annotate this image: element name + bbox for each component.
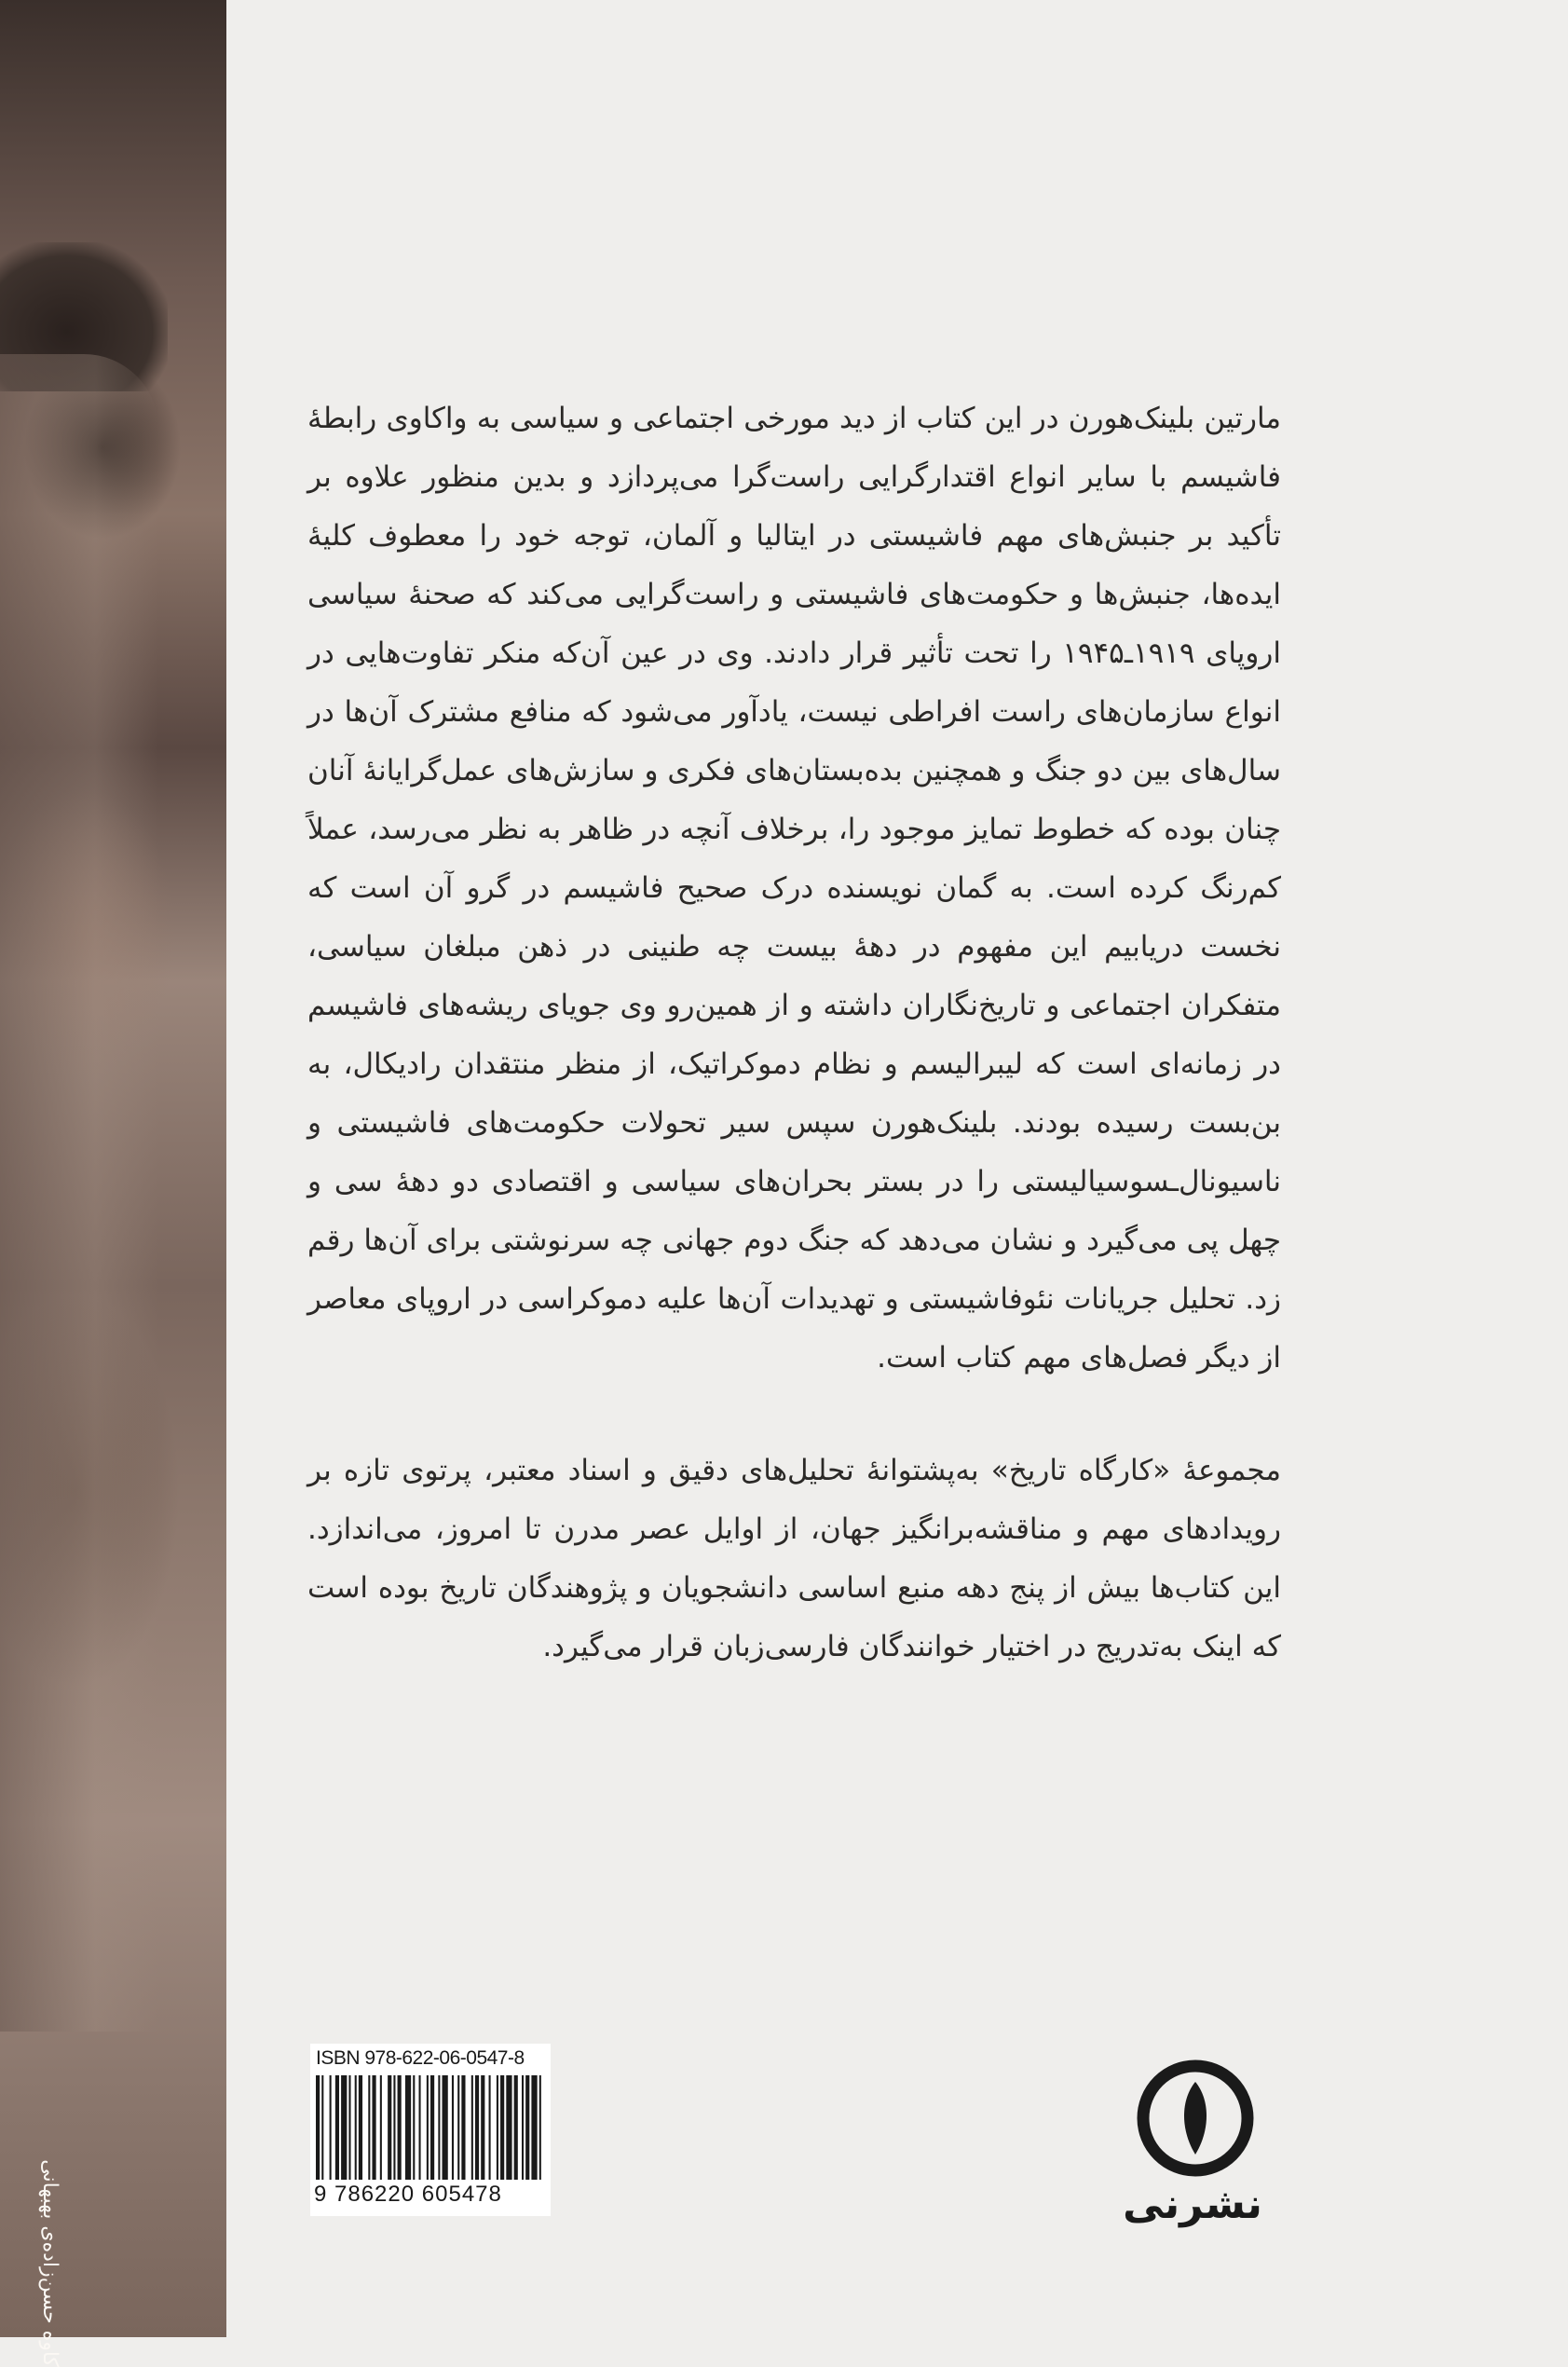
publisher-name: نشرنی [1123,2181,1262,2228]
barcode-bar [330,2075,332,2180]
barcode-bar [380,2075,382,2180]
photo-credit: کاوه حسن‌زاده‌ی بهبهانی [38,2159,61,2367]
barcode-bar [471,2075,473,2180]
publisher-logo-icon [1135,2058,1256,2179]
barcode-bar [457,2075,459,2180]
barcode-bar [393,2075,395,2180]
isbn-label: ISBN 978-622-06-0547-8 [316,2047,525,2069]
back-cover-text [307,390,1281,1676]
barcode-bar [452,2075,454,2180]
barcode-bar [481,2075,484,2180]
barcode-bar [443,2075,448,2180]
barcode-bar [413,2075,415,2180]
barcode-digits: 9 786220 605478 [314,2182,502,2207]
barcode-bar [335,2075,339,2180]
barcode-bar [500,2075,504,2180]
barcode-bar [405,2075,411,2180]
barcode-bar [398,2075,402,2180]
barcode-bar [522,2075,524,2180]
barcode-bar [539,2075,541,2180]
barcode-bar [461,2075,465,2180]
barcode-bar [418,2075,420,2180]
barcode-bar [525,2075,529,2180]
barcode-bar [321,2075,323,2180]
barcode-bar [341,2075,347,2180]
barcode-bar [355,2075,357,2180]
photo-officer-figure [0,354,158,2032]
barcode-bar [359,2075,362,2180]
barcode-bar [427,2075,429,2180]
barcode-bar [514,2075,518,2180]
cover-photo-strip [0,0,226,2367]
barcode-bar [316,2075,320,2180]
barcode-bar [348,2075,350,2180]
barcode-bars [316,2075,545,2180]
barcode-bar [497,2075,498,2180]
barcode-bar [368,2075,370,2180]
barcode-bar [489,2075,491,2180]
barcode-bar [475,2075,479,2180]
synopsis-paragraph: مارتین بلینک‌هورن در این کتاب از دید مورخی اجتماعی و سیاسی به واکاوی رابطهٔ فاشیسم با سایر انواع اقتدارگرایی راست‌گرا می‌پردازد و بدین منظور علاوه بر تأکید بر جنبش‌های مهم فاشیستی در ایتالیا و آلمان، توجه خود را معطوف کلیهٔ ایده‌ها، جنبش‌ها و حکومت‌های فاشیستی و راست‌گرایی می‌کند که صحنهٔ سیاسی اروپای ۱۹۱۹ـ۱۹۴۵ را تحت تأثیر قرار دادند. وی در عین آن‌که منکر تفاوت‌هایی در انواع سازمان‌های راست افراطی نیست، یادآور می‌شود که منافع مشترک آن‌ها در سال‌های بین دو جنگ و همچنین بده‌بستان‌های فکری و سازش‌های عمل‌گرایانهٔ آنان چنان بوده که خطوط تمایز موجود را، برخلاف آنچه در ظاهر به نظر می‌رسد، عملاً کم‌رنگ کرده است. به گمان نویسنده درک صحیح فاشیسم در گرو آن است که نخست دریابیم این مفهوم در دههٔ بیست چه طنینی در ذهن مبلغان سیاسی، متفکران اجتماعی و تاریخ‌نگاران داشته و از همین‌رو وی جویای ریشه‌های فاشیسم در زمانه‌ای است که لیبرالیسم و نظام دموکراتیک، از منظر منتقدان رادیکال، به بن‌بست رسیده بودند. بلینک‌هورن سپس سیر تحولات حکومت‌های فاشیستی و ناسیونال‌ـسوسیالیستی را در بستر بحران‌های سیاسی و اقتصادی دو دههٔ سی و چهل پی می‌گیرد و نشان می‌دهد که جنگ دوم جهانی چه سرنوشتی برای آن‌ها رقم زد. تحلیل جریانات نئوفاشیستی و تهدیدات آن‌ها علیه دموکراسی در اروپای معاصر از دیگر فصل‌های مهم کتاب است. [307,402,1281,1375]
barcode-bar [372,2075,375,2180]
barcode-bar [506,2075,511,2180]
barcode-bar [388,2075,391,2180]
barcode-bar [531,2075,537,2180]
barcode-bar [430,2075,434,2180]
barcode-bar [438,2075,440,2180]
series-paragraph: مجموعهٔ «کارگاه تاریخ» به‌پشتوانهٔ تحلیل‌های دقیق و اسناد معتبر، پرتوی تازه بر رویدادهای مهم و مناقشه‌برانگیز جهان، از اوایل عصر مدرن تا امروز، می‌اندازد. این کتاب‌ها بیش از پنج دهه منبع اساسی دانشجویان و پژوهندگان تاریخ بوده است که اینک به‌تدریج در اختیار خوانندگان فارسی‌زبان قرار می‌گیرد. [307,1454,1281,1663]
isbn-barcode [310,2044,551,2216]
